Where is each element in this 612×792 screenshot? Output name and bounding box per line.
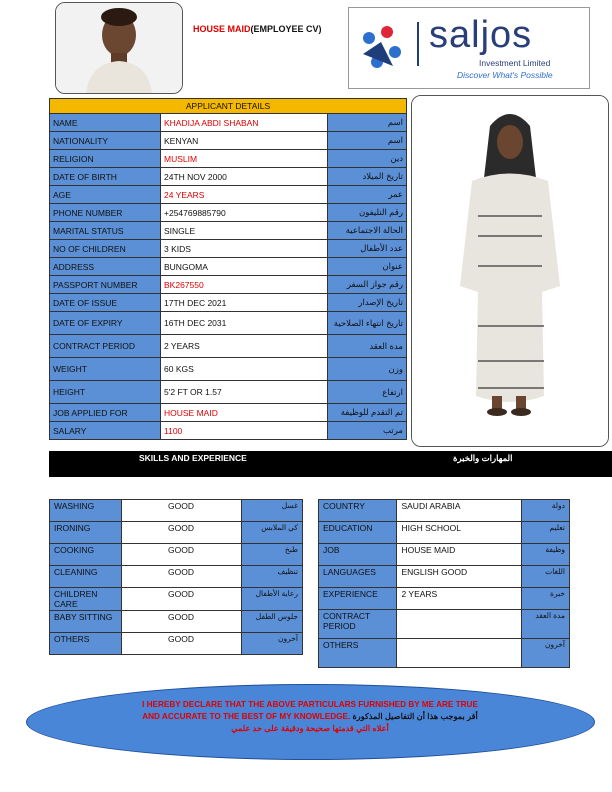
experience-row: [319, 500, 570, 522]
skill-label-arabic: كي الملابس: [241, 522, 303, 544]
declaration-line-3: أعلاه التي قدمتها صحيحة ودقيقة على حد علمي: [231, 724, 389, 733]
skill-label-arabic: غسل: [241, 500, 303, 522]
skill-row: [50, 522, 303, 544]
skill-row: [50, 500, 303, 522]
declaration-line-2-ar: أقر بموجب هذا أن التفاصيل المذكورة: [352, 712, 478, 721]
detail-label-arabic: الحالة الاجتماعية: [328, 222, 407, 240]
detail-value: 24TH NOV 2000: [161, 168, 328, 186]
skill-value: GOOD: [121, 633, 241, 655]
experience-label: LANGUAGES: [319, 566, 397, 588]
skill-row: [50, 611, 303, 633]
detail-label-arabic: دين: [328, 150, 407, 168]
detail-row: [50, 294, 407, 312]
skill-label: WASHING: [50, 500, 122, 522]
detail-value: 5'2 FT OR 1.57: [161, 381, 328, 404]
declaration-line-2: [60, 711, 560, 723]
detail-label: WEIGHT: [50, 358, 161, 381]
detail-label-arabic: رقم جواز السفر: [328, 276, 407, 294]
skill-label-arabic: طبخ: [241, 544, 303, 566]
experience-label-arabic: دولة: [521, 500, 569, 522]
experience-label: CONTRACT PERIOD: [319, 610, 397, 639]
detail-value: 1100: [161, 422, 328, 440]
skills-experience-bar: [49, 451, 612, 477]
skills-bar-title-arabic: المهارات والخبرة: [453, 453, 513, 463]
headshot-photo: [55, 2, 183, 94]
applicant-details-table: [49, 98, 407, 440]
experience-label: JOB: [319, 544, 397, 566]
detail-value: 24 YEARS: [161, 186, 328, 204]
declaration-line-2-en: AND ACCURATE TO THE BEST OF MY KNOWLEDGE.: [142, 712, 351, 721]
skill-label: COOKING: [50, 544, 122, 566]
experience-label: OTHERS: [319, 639, 397, 668]
skill-label: CHILDREN CARE: [50, 588, 122, 611]
detail-label: NAME: [50, 114, 161, 132]
detail-label-arabic: تاريخ الإصدار: [328, 294, 407, 312]
experience-row: [319, 566, 570, 588]
detail-label-arabic: اسم: [328, 114, 407, 132]
detail-label-arabic: عمر: [328, 186, 407, 204]
detail-label: SALARY: [50, 422, 161, 440]
detail-label-arabic: مرتب: [328, 422, 407, 440]
detail-label-arabic: عنوان: [328, 258, 407, 276]
experience-row: [319, 588, 570, 610]
detail-label-arabic: اسم: [328, 132, 407, 150]
logo-subtitle: Investment Limited: [479, 58, 551, 68]
detail-value: 60 KGS: [161, 358, 328, 381]
logo-tagline: Discover What's Possible: [457, 70, 553, 80]
detail-label: NATIONALITY: [50, 132, 161, 150]
declaration-line-1: I HEREBY DECLARE THAT THE ABOVE PARTICULARS FURNISHED BY ME ARE TRUE: [142, 700, 478, 709]
skill-label: BABY SITTING: [50, 611, 122, 633]
detail-value: BK267550: [161, 276, 328, 294]
detail-value: SINGLE: [161, 222, 328, 240]
experience-label-arabic: مدة العقد: [521, 610, 569, 639]
detail-label-arabic: تم التقدم للوظيفة: [328, 404, 407, 422]
detail-label: PHONE NUMBER: [50, 204, 161, 222]
full-body-photo: [411, 95, 609, 447]
detail-label: RELIGION: [50, 150, 161, 168]
detail-value: KHADIJA ABDI SHABAN: [161, 114, 328, 132]
detail-value: +254769885790: [161, 204, 328, 222]
declaration-text: [60, 699, 560, 735]
detail-label-arabic: ارتفاع: [328, 381, 407, 404]
experience-label: EXPERIENCE: [319, 588, 397, 610]
detail-value: 2 YEARS: [161, 335, 328, 358]
skill-row: [50, 566, 303, 588]
detail-label: MARITAL STATUS: [50, 222, 161, 240]
skill-value: GOOD: [121, 611, 241, 633]
detail-value: KENYAN: [161, 132, 328, 150]
skill-label-arabic: رعاية الأطفال: [241, 588, 303, 611]
logo-wordmark: saljos: [429, 14, 533, 56]
detail-label: AGE: [50, 186, 161, 204]
skill-label-arabic: آخرون: [241, 633, 303, 655]
skill-label-arabic: جلوس الطفل: [241, 611, 303, 633]
detail-label: HEIGHT: [50, 381, 161, 404]
detail-row: [50, 381, 407, 404]
skills-bar-title: SKILLS AND EXPERIENCE: [139, 453, 247, 463]
experience-label-arabic: خبرة: [521, 588, 569, 610]
detail-row: [50, 168, 407, 186]
detail-row: [50, 358, 407, 381]
detail-label: DATE OF EXPIRY: [50, 312, 161, 335]
detail-value: BUNGOMA: [161, 258, 328, 276]
experience-label: EDUCATION: [319, 522, 397, 544]
detail-label-arabic: مدة العقد: [328, 335, 407, 358]
experience-label-arabic: تعليم: [521, 522, 569, 544]
detail-value: 17TH DEC 2021: [161, 294, 328, 312]
skill-value: GOOD: [121, 544, 241, 566]
experience-row: [319, 610, 570, 639]
detail-label: JOB APPLIED FOR: [50, 404, 161, 422]
skill-value: GOOD: [121, 500, 241, 522]
skill-label-arabic: تنظيف: [241, 566, 303, 588]
detail-row: [50, 422, 407, 440]
detail-label-arabic: رقم التليفون: [328, 204, 407, 222]
detail-row: [50, 150, 407, 168]
detail-label-arabic: تاريخ الميلاد: [328, 168, 407, 186]
experience-row: [319, 522, 570, 544]
detail-row: [50, 222, 407, 240]
detail-label: PASSPORT NUMBER: [50, 276, 161, 294]
detail-value: MUSLIM: [161, 150, 328, 168]
experience-value: [397, 610, 521, 639]
detail-label: DATE OF BIRTH: [50, 168, 161, 186]
skill-label: IRONING: [50, 522, 122, 544]
detail-label: DATE OF ISSUE: [50, 294, 161, 312]
detail-row: [50, 114, 407, 132]
title-role: HOUSE MAID: [193, 24, 251, 34]
experience-value: ENGLISH GOOD: [397, 566, 521, 588]
applicant-details-heading: APPLICANT DETAILS: [50, 99, 407, 114]
detail-value: 3 KIDS: [161, 240, 328, 258]
detail-label: CONTRACT PERIOD: [50, 335, 161, 358]
detail-value: HOUSE MAID: [161, 404, 328, 422]
title-suffix: (EMPLOYEE CV): [250, 24, 322, 34]
skill-value: GOOD: [121, 566, 241, 588]
experience-value: 2 YEARS: [397, 588, 521, 610]
detail-row: [50, 404, 407, 422]
experience-table: [318, 499, 570, 668]
detail-label-arabic: وزن: [328, 358, 407, 381]
detail-row: [50, 335, 407, 358]
experience-row: [319, 639, 570, 668]
experience-row: [319, 544, 570, 566]
experience-label: COUNTRY: [319, 500, 397, 522]
detail-label-arabic: عدد الأطفال: [328, 240, 407, 258]
skill-row: [50, 544, 303, 566]
detail-row: [50, 240, 407, 258]
skill-value: GOOD: [121, 588, 241, 611]
skill-label: OTHERS: [50, 633, 122, 655]
company-logo: [348, 7, 590, 89]
detail-row: [50, 204, 407, 222]
experience-value: HIGH SCHOOL: [397, 522, 521, 544]
skill-row: [50, 588, 303, 611]
experience-value: SAUDI ARABIA: [397, 500, 521, 522]
skill-value: GOOD: [121, 522, 241, 544]
experience-label-arabic: اللغات: [521, 566, 569, 588]
experience-label-arabic: وظيفة: [521, 544, 569, 566]
detail-row: [50, 312, 407, 335]
detail-row: [50, 276, 407, 294]
experience-value: [397, 639, 521, 668]
experience-value: HOUSE MAID: [397, 544, 521, 566]
skill-label: CLEANING: [50, 566, 122, 588]
detail-row: [50, 132, 407, 150]
skill-row: [50, 633, 303, 655]
detail-label: ADDRESS: [50, 258, 161, 276]
detail-row: [50, 258, 407, 276]
document-title: [193, 24, 322, 34]
detail-row: [50, 186, 407, 204]
detail-value: 16TH DEC 2031: [161, 312, 328, 335]
skills-table: [49, 499, 303, 655]
detail-label-arabic: تاريخ انتهاء الصلاحية: [328, 312, 407, 335]
detail-label: NO OF CHILDREN: [50, 240, 161, 258]
experience-label-arabic: آخرون: [521, 639, 569, 668]
